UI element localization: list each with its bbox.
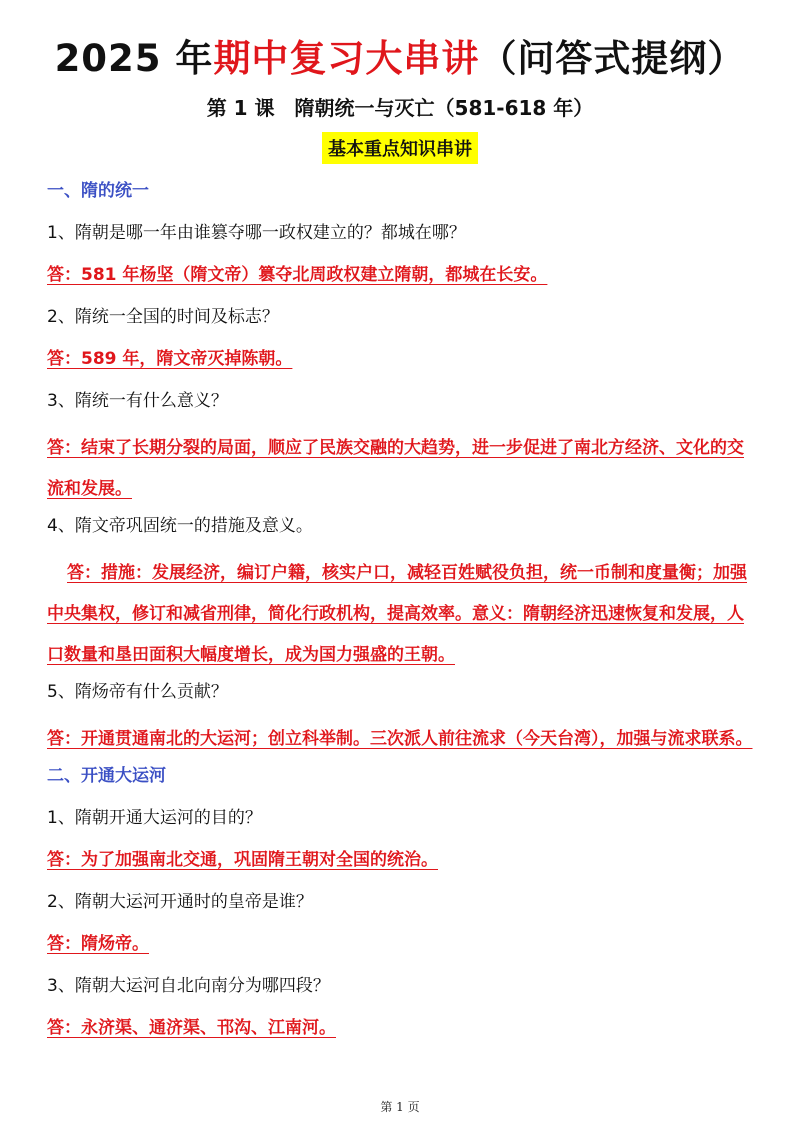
question: 2、隋统一全国的时间及标志？: [47, 307, 279, 327]
question: 4、隋文帝巩固统一的措施及意义。: [47, 516, 313, 536]
highlight-banner: 基本重点知识串讲: [322, 132, 478, 164]
question: 1、隋朝开通大运河的目的？: [47, 808, 262, 828]
title-suffix: （问答式提纲）: [479, 37, 746, 80]
qa-content: [47, 176, 759, 1055]
answer: 答：589 年，隋文帝灭掉陈朝。: [47, 349, 293, 369]
lesson-subtitle: 第 1 课 隋朝统一与灭亡（581-618 年）: [206, 96, 594, 120]
answer: 答：为了加强南北交通，巩固隋王朝对全国的统治。: [47, 850, 438, 870]
answer: 答：永济渠、通济渠、邗沟、江南河。: [47, 1018, 336, 1038]
question: 3、隋朝大运河自北向南分为哪四段？: [47, 976, 330, 996]
question: 3、隋统一有什么意义？: [47, 391, 228, 411]
answer: 答：措施：发展经济，编订户籍，核实户口，减轻百姓赋役负担，统一币制和度量衡；加强中央集权，修订和减省刑律，简化行政机构，提高效率。意义：隋朝经济迅速恢复和发展，人口数量和垦田面积大幅度增长，成为国力强盛的王朝。: [47, 563, 747, 665]
section-heading: 一、隋的统一: [47, 181, 149, 201]
page-title: [0, 28, 800, 82]
title-year: 2025 年: [54, 37, 214, 80]
answer: 答：隋炀帝。: [47, 934, 149, 954]
answer: 答：581 年杨坚（隋文帝）篡夺北周政权建立隋朝，都城在长安。: [47, 265, 548, 285]
answer: 答：结束了长期分裂的局面，顺应了民族交融的大趋势，进一步促进了南北方经济、文化的交流和发展。: [47, 438, 744, 499]
section-heading: 二、开通大运河: [47, 766, 166, 786]
question: 5、隋炀帝有什么贡献？: [47, 682, 228, 702]
question: 2、隋朝大运河开通时的皇帝是谁？: [47, 892, 313, 912]
answer: 答：开通贯通南北的大运河；创立科举制。三次派人前往流求（今天台湾），加强与流求联系。: [47, 729, 753, 749]
question: 1、隋朝是哪一年由谁篡夺哪一政权建立的？都城在哪？: [47, 223, 466, 243]
page-number: 第 1 页: [380, 1100, 420, 1114]
title-highlight: 期中复习大串讲: [213, 37, 480, 80]
